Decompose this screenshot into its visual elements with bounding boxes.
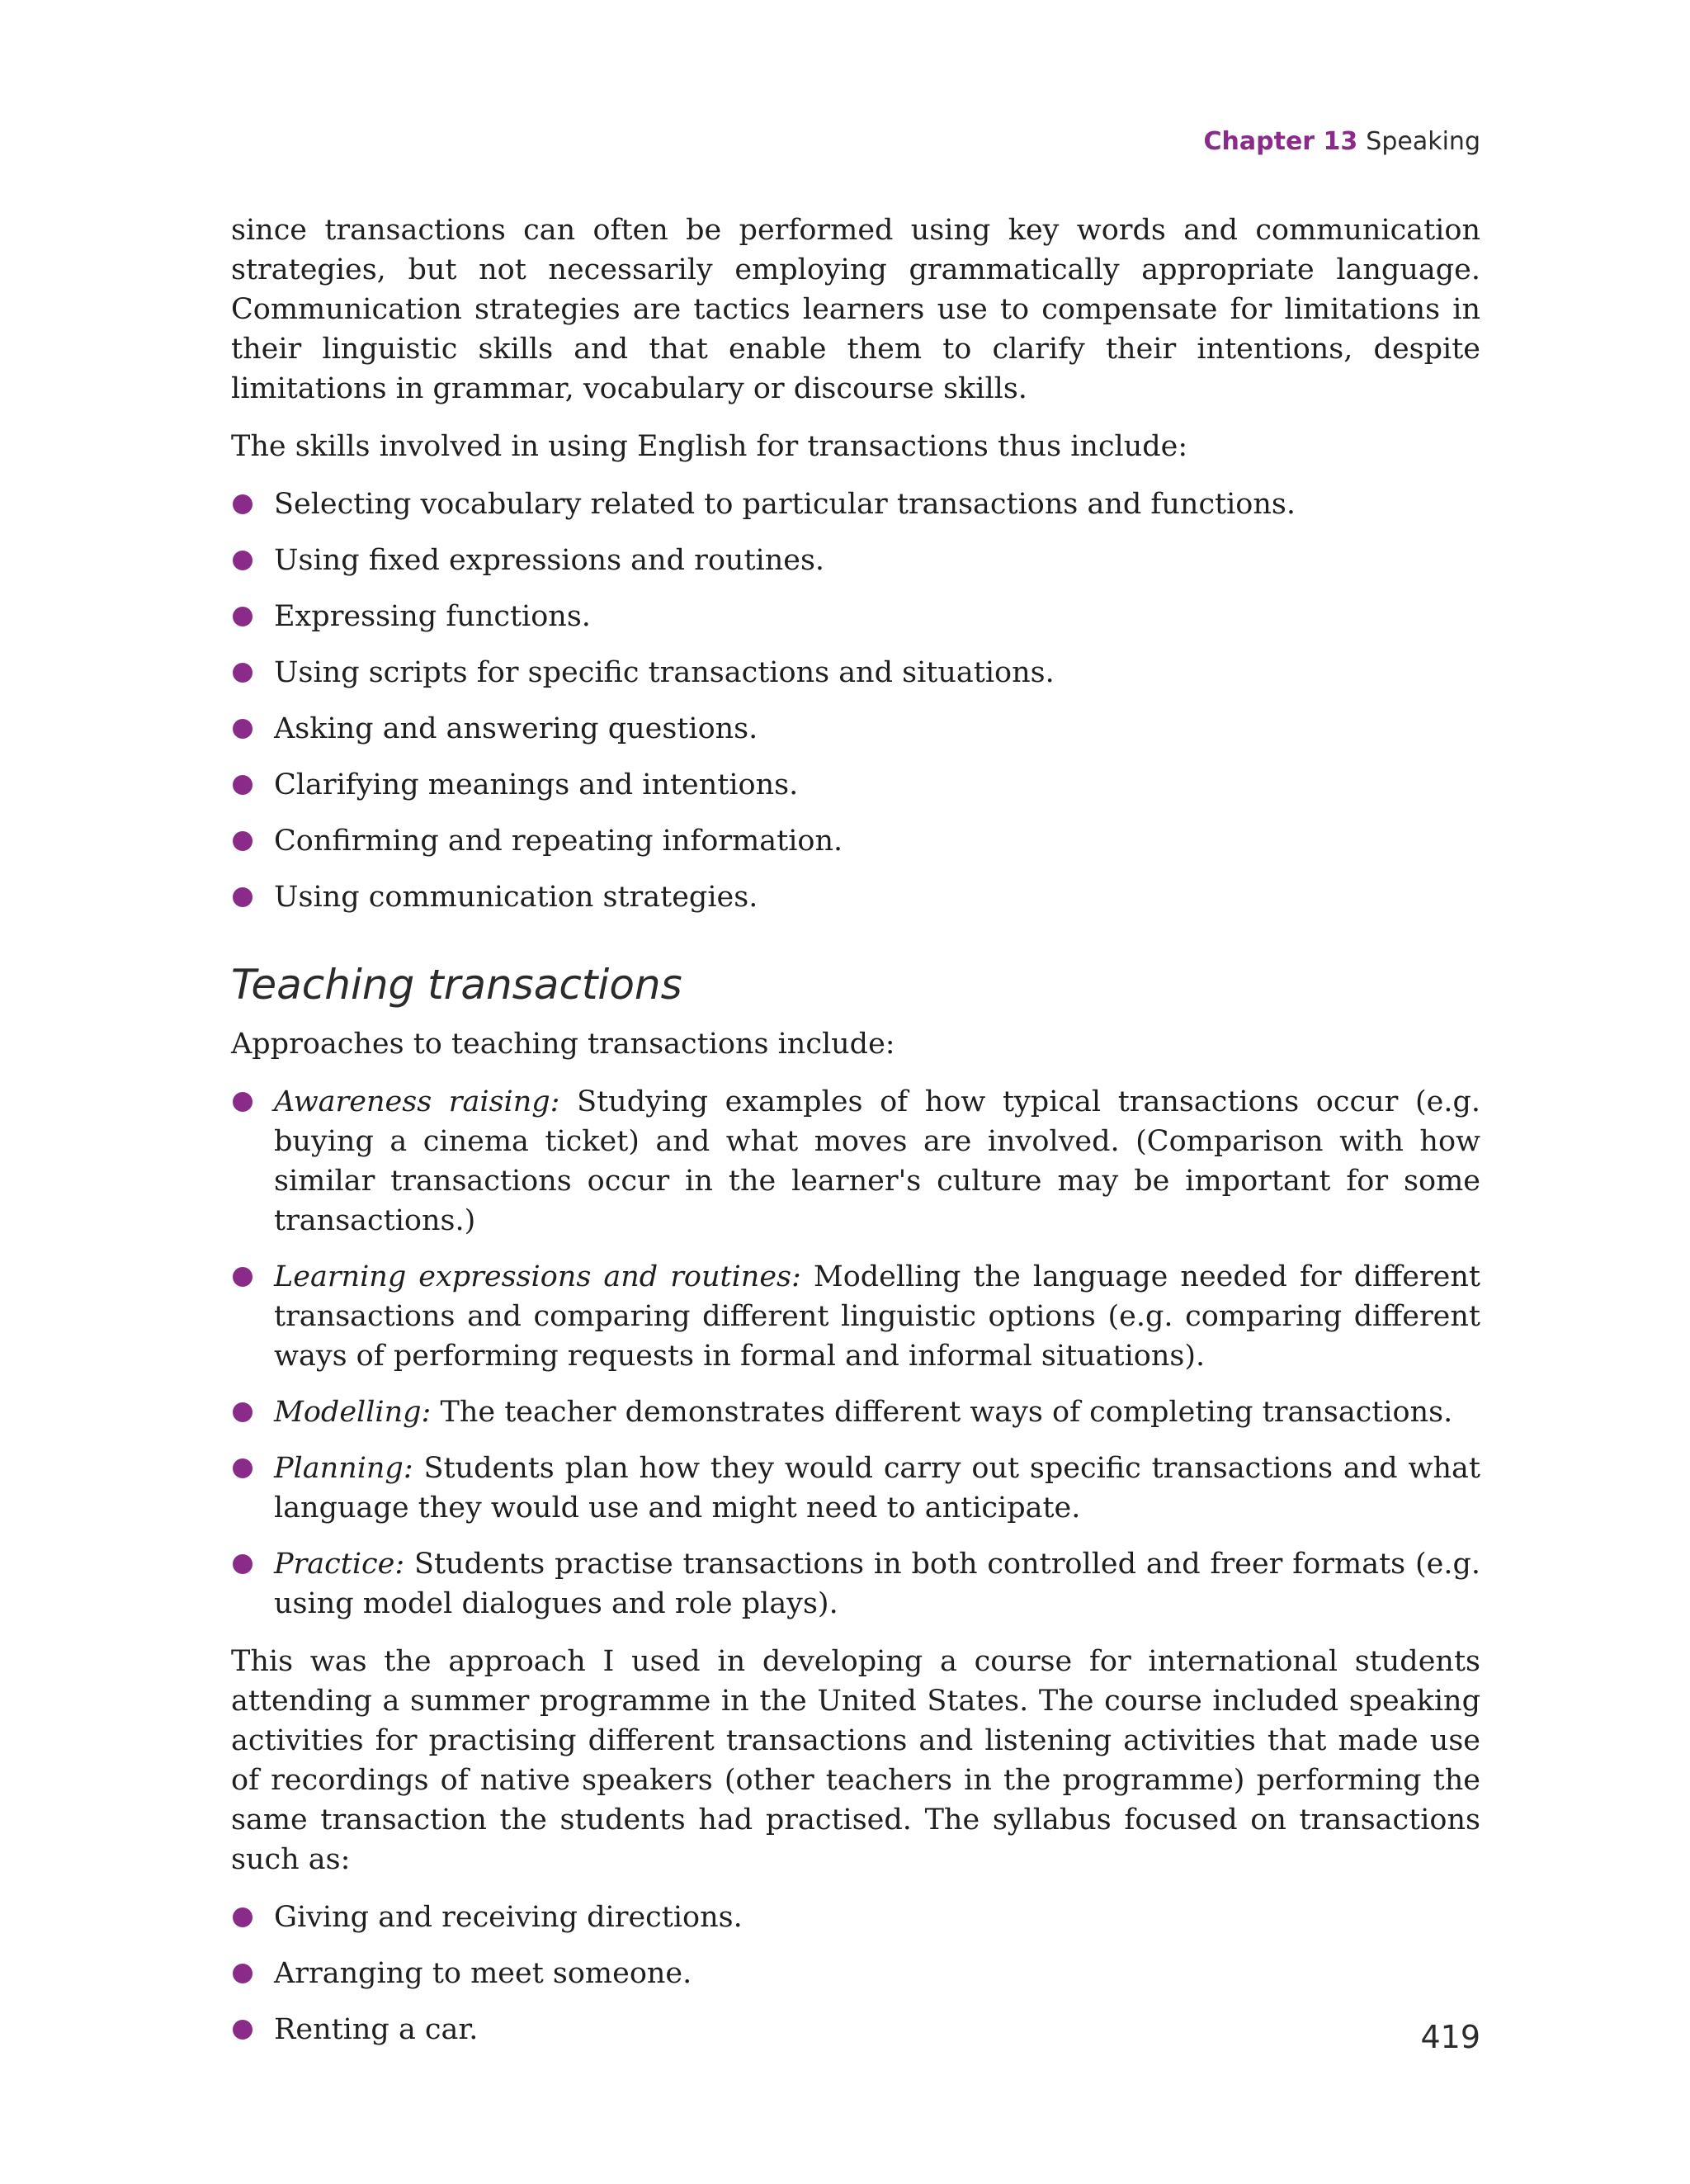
skills-item-text: Using fixed expressions and routines. bbox=[274, 544, 825, 577]
section-heading: Teaching transactions bbox=[231, 961, 682, 1009]
intro-paragraph: since transactions can often be performed using key words and communication strategies, but not necessarily employing grammatically appropriate language. Communication strategies are tactics learners use to compensate for limitations in their linguistic skills and that enable them to clarify their intentions, despite limitations in grammar, vocabulary or discourse skills. bbox=[231, 214, 1480, 405]
approach-text: Students practise transactions in both controlled and freer formats (e.g. using model dialogues and role plays). bbox=[274, 1548, 1480, 1620]
syllabus-item-text: Giving and receiving directions. bbox=[274, 1901, 743, 1934]
approach-term: Modelling: bbox=[274, 1396, 432, 1429]
bullet-icon bbox=[233, 1554, 253, 1574]
bullet-icon bbox=[233, 1907, 253, 1927]
skills-list-item bbox=[231, 709, 1480, 749]
course-paragraph: This was the approach I used in developing a course for international students attending a summer programme in the United States. The course included speaking activities for practising different transactions and listening activities that made use of recordings of native speakers (other teachers in the programme) performing the same transaction the students had practised. The syllabus focused on transactions such as: bbox=[231, 1645, 1480, 1876]
skills-list bbox=[231, 485, 1480, 917]
syllabus-item-text: Arranging to meet someone. bbox=[274, 1957, 692, 1990]
skills-list-item bbox=[231, 485, 1480, 524]
skills-item-text: Confirming and repeating information. bbox=[274, 825, 843, 858]
bullet-icon bbox=[233, 887, 253, 907]
approach-term: Practice: bbox=[274, 1548, 405, 1581]
approach-text: The teacher demonstrates different ways of completing transactions. bbox=[431, 1396, 1453, 1429]
skills-list-item bbox=[231, 821, 1480, 861]
skills-item-text: Using communication strategies. bbox=[274, 881, 758, 914]
skills-intro: The skills involved in using English for transactions thus include: bbox=[231, 430, 1188, 463]
bullet-icon bbox=[233, 494, 253, 514]
approaches-list bbox=[231, 1082, 1480, 1624]
bullet-icon bbox=[233, 2020, 253, 2040]
chapter-label: Chapter 13 bbox=[1203, 127, 1358, 156]
syllabus-item-text: Renting a car. bbox=[274, 2013, 479, 2046]
bullet-icon bbox=[233, 1092, 253, 1112]
skills-list-item bbox=[231, 653, 1480, 693]
running-head bbox=[1204, 127, 1480, 156]
syllabus-list-item bbox=[231, 1898, 1480, 1937]
bullet-icon bbox=[233, 1402, 253, 1422]
approach-term: Planning: bbox=[274, 1452, 413, 1485]
bullet-icon bbox=[233, 719, 253, 739]
approaches-list-item bbox=[231, 1082, 1480, 1241]
approach-text: Modelling the language needed for different transactions and comparing different linguistic options (e.g. comparing different ways of performing requests in formal and informal situations). bbox=[274, 1260, 1480, 1373]
chapter-title: Speaking bbox=[1366, 127, 1480, 156]
bullet-icon bbox=[233, 1458, 253, 1478]
skills-item-text: Expressing functions. bbox=[274, 600, 591, 633]
book-page bbox=[231, 0, 1480, 2184]
skills-list-item bbox=[231, 541, 1480, 580]
bullet-icon bbox=[233, 1267, 253, 1287]
approach-text: Students plan how they would carry out specific transactions and what language they would use and might need to anticipate. bbox=[274, 1452, 1480, 1525]
approaches-list-item bbox=[231, 1449, 1480, 1528]
bullet-icon bbox=[233, 607, 253, 626]
syllabus-list-item bbox=[231, 2010, 1480, 2049]
skills-list-item bbox=[231, 877, 1480, 917]
bullet-icon bbox=[233, 775, 253, 795]
page-number: 419 bbox=[1420, 2019, 1480, 2055]
skills-item-text: Asking and answering questions. bbox=[274, 712, 758, 745]
skills-item-text: Using scripts for specific transactions and situations. bbox=[274, 656, 1055, 689]
bullet-icon bbox=[233, 663, 253, 683]
approaches-intro: Approaches to teaching transactions include: bbox=[231, 1028, 895, 1061]
page-content bbox=[231, 210, 1480, 2049]
approaches-list-item bbox=[231, 1392, 1480, 1432]
skills-item-text: Selecting vocabulary related to particular transactions and functions. bbox=[274, 488, 1296, 521]
approach-term: Awareness raising: bbox=[274, 1085, 560, 1118]
bullet-icon bbox=[233, 831, 253, 851]
bullet-icon bbox=[233, 1964, 253, 1983]
approaches-list-item bbox=[231, 1257, 1480, 1376]
syllabus-list bbox=[231, 1898, 1480, 2049]
approach-term: Learning expressions and routines: bbox=[274, 1260, 801, 1293]
approach-text: Studying examples of how typical transactions occur (e.g. buying a cinema ticket) and what moves are involved. (Comparison with how similar transactions occur in the learner's culture may be important for some transactions.) bbox=[274, 1085, 1481, 1237]
skills-list-item bbox=[231, 765, 1480, 805]
approaches-list-item bbox=[231, 1544, 1480, 1624]
syllabus-list-item bbox=[231, 1954, 1480, 1993]
skills-item-text: Clarifying meanings and intentions. bbox=[274, 768, 799, 801]
skills-list-item bbox=[231, 597, 1480, 636]
bullet-icon bbox=[233, 551, 253, 570]
